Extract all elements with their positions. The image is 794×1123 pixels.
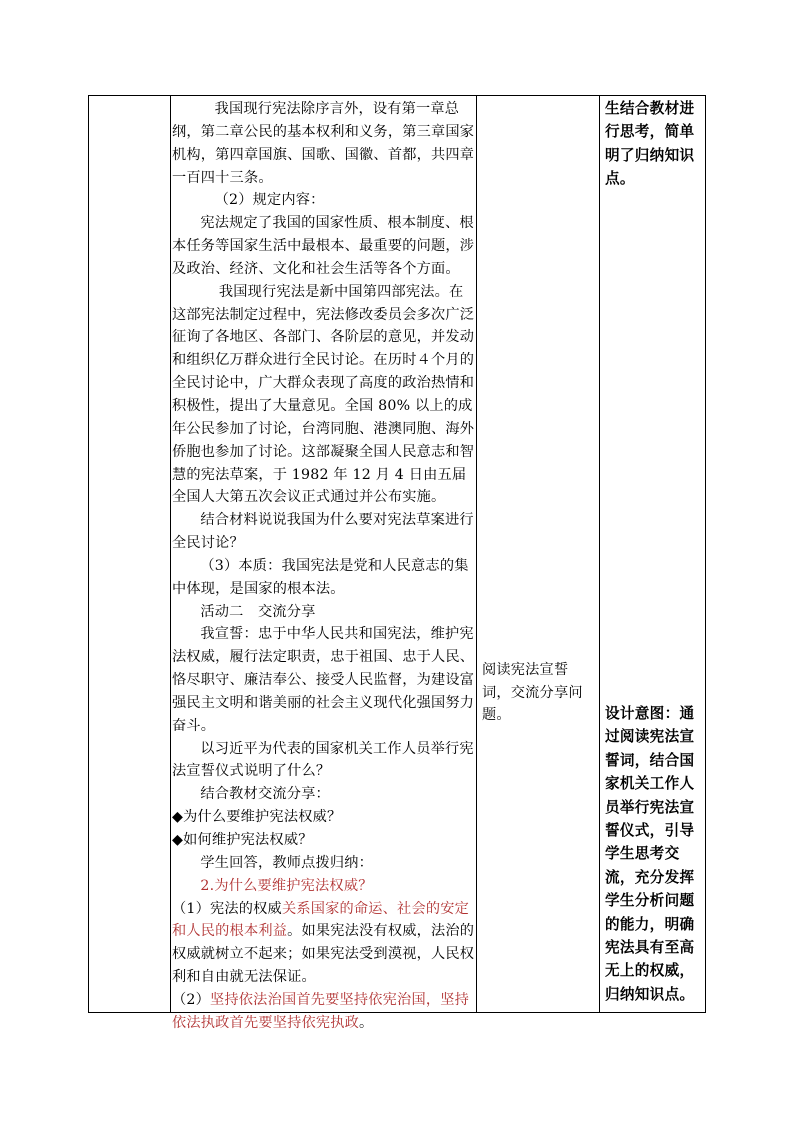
text-span: （1）宪法的权威 — [172, 900, 282, 917]
highlight-span: 关系国家的命运、社会的安定和人民的根本利益 — [172, 900, 469, 940]
paragraph — [172, 989, 475, 1035]
paragraph: 我国现行宪法除序言外，设有第一章总纲，第二章公民的基本权利和义务，第三章国家机构，第四章国旗、国歌、国徽、首都，共四章一百四十三条。 — [172, 101, 475, 186]
text-span: 。 — [359, 1014, 374, 1031]
paragraph: 我宣誓：忠于中华人民共和国宪法，维护宪法权威，履行法定职责，忠于祖国、忠于人民、恪尽职守、廉洁奉公、接受人民监督，为建设富强民主文明和谐美丽的社会主义现代化强国努力奋斗。 — [172, 626, 475, 734]
paragraph: （3）本质：我国宪法是党和人民意志的集中体现，是国家的根本法。 — [172, 557, 469, 597]
teaching-content-column — [172, 98, 475, 1035]
activity-heading: 活动二 交流分享 — [200, 603, 316, 620]
section-heading: 2.为什么要维护宪法权威？ — [200, 877, 373, 894]
highlight-span: 坚持依法治国首先要坚持依宪治国，坚持依法执政首先要坚持依宪执政 — [172, 991, 469, 1031]
text-span: （2） — [172, 991, 211, 1008]
paragraph: 我国现行宪法是新中国第四部宪法。在这部宪法制定过程中，宪法修改委员会多次广泛征询了各地区、各部门、各阶层的意见，并发动和组织亿万群众进行全民讨论。在历时４个月的全民讨论中，广大群众表现了高度的政治热情和积极性，提出了大量意见。全国 80% 以上的成年公民参加了讨论，台湾同胞、港澳同胞、海外侨胞也参加了讨论。这部凝聚全国人民意志和智慧的宪法草案，于 1982 年 12 月 4 日由五届全国人大第五次会议正式通过并公布实施。 — [172, 283, 475, 506]
column-divider — [170, 96, 171, 1012]
column-divider — [476, 96, 477, 1012]
paragraph: （2）规定内容： — [214, 192, 325, 209]
lesson-table — [88, 95, 706, 1031]
design-intent-text: 设计意图：通过阅读宪法宣誓词，结合国家机关工作人员举行宪法宣誓仪式，引导学生思考交流，充分发挥学生分析问题的能力，明确宪法具有至高无上的权威，归纳知识点。 — [605, 705, 695, 1003]
paragraph: 学生回答，教师点拨归纳： — [200, 854, 374, 871]
column-divider — [599, 96, 600, 1012]
paragraph: 以习近平为代表的国家机关工作人员举行宪法宣誓仪式说明了什么？ — [172, 740, 474, 780]
paragraph: 结合教材交流分享： — [200, 786, 330, 803]
design-intent-bottom — [605, 702, 703, 1006]
bullet-item: ◆为什么要维护宪法权威？ — [172, 809, 342, 826]
bullet-item: ◆如何维护宪法权威？ — [172, 832, 313, 848]
student-activity-text: 阅读宪法宣誓词，交流分享问题。 — [482, 662, 583, 723]
text-span: 。如果宪法没有权威，法治的权威就树立不起来；如果宪法受到漠视，人民权利和自由就无法保证。 — [172, 923, 475, 986]
design-intent-top — [605, 97, 703, 191]
paragraph: 结合材料说说我国为什么要对宪法草案进行全民讨论？ — [172, 512, 474, 552]
paragraph — [172, 898, 475, 989]
student-activity-column — [482, 659, 592, 727]
design-intent-text: 生结合教材进行思考，简单明了归纳知识点。 — [605, 100, 695, 188]
paragraph: 宪法规定了我国的国家性质、根本制度、根本任务等国家生活中最根本、最重要的问题，涉及政治、经济、文化和社会生活等各个方面。 — [172, 215, 475, 277]
